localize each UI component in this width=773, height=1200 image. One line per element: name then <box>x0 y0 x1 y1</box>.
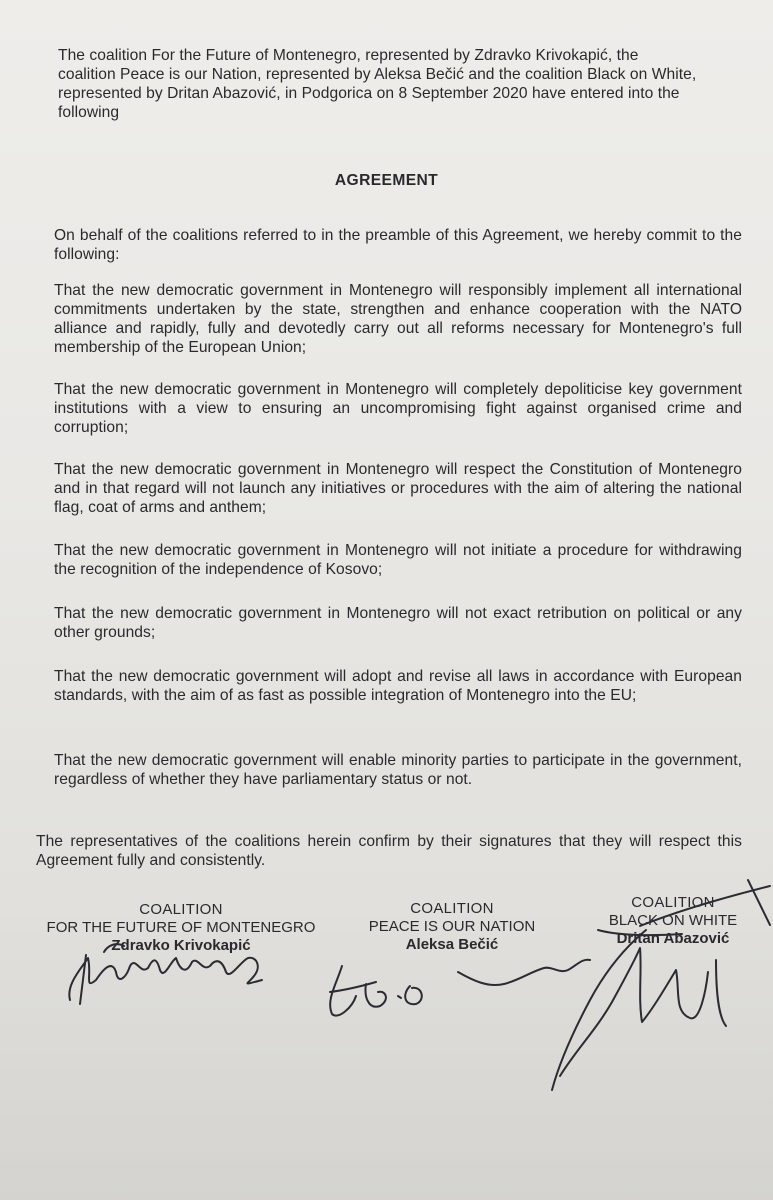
signatory-name: Dritan Abazović <box>616 930 730 947</box>
commitment-3: That the new democratic government in Montenegro will respect the Constitution of Montenegro and in that regard will not launch any initiatives or procedures with the aim of altering the national flag, coat of arms and anthem; <box>54 461 742 516</box>
signature-abazovic <box>552 880 770 1090</box>
agreement-title: AGREEMENT <box>334 172 439 189</box>
commitment-5: That the new democratic government in Montenegro will not exact retribution on political or any other grounds; <box>54 605 742 641</box>
commitment-4: That the new democratic government in Montenegro will not initiate a procedure for withdrawing the recognition of the independence of Kosovo; <box>54 542 742 578</box>
signature-krivokapic <box>69 944 262 1004</box>
commitment-2: That the new democratic government in Montenegro will completely depoliticise key government institutions with a view to ensuring an uncompromising fight against organised crime and corruption; <box>54 381 742 436</box>
signatory-coalition: BLACK ON WHITE <box>608 912 738 929</box>
signatory-heading: COALITION <box>631 894 715 911</box>
signature-becic <box>330 960 590 1016</box>
signatory-coalition: PEACE IS OUR NATION <box>368 918 536 935</box>
signatory-coalition: FOR THE FUTURE OF MONTENEGRO <box>46 919 316 936</box>
commitment-7: That the new democratic government will enable minority parties to participate in the government, regardless of whether they have parliamentary status or not. <box>54 752 742 788</box>
closing-paragraph: The representatives of the coalitions herein confirm by their signatures that they will respect this Agreement fully and consistently. <box>36 833 742 869</box>
commitment-1: That the new democratic government in Montenegro will responsibly implement all international commitments undertaken by the state, strengthen and enhance cooperation with the NATO alliance and rapidly, fully and devotedly carry out all reforms necessary for Montenegro's full membership of the European Union; <box>54 282 742 356</box>
preamble-paragraph: The coalition For the Future of Montenegro, represented by Zdravko Krivokapić, the coalition Peace is our Nation, represented by Aleksa Bečić and the coalition Black on White, represented by Dritan Abazović, in Podgorica on 8 September 2020 have entered into the following <box>58 47 697 121</box>
signatory-name: Zdravko Krivokapić <box>111 937 251 954</box>
intro-paragraph: On behalf of the coalitions referred to in the preamble of this Agreement, we hereby commit to the following: <box>54 227 742 263</box>
signatory-heading: COALITION <box>139 901 223 918</box>
signatory-name: Aleksa Bečić <box>405 936 499 953</box>
commitment-6: That the new democratic government will adopt and revise all laws in accordance with European standards, with the aim of as fast as possible integration of Montenegro into the EU; <box>54 668 742 704</box>
signatory-heading: COALITION <box>410 900 494 917</box>
